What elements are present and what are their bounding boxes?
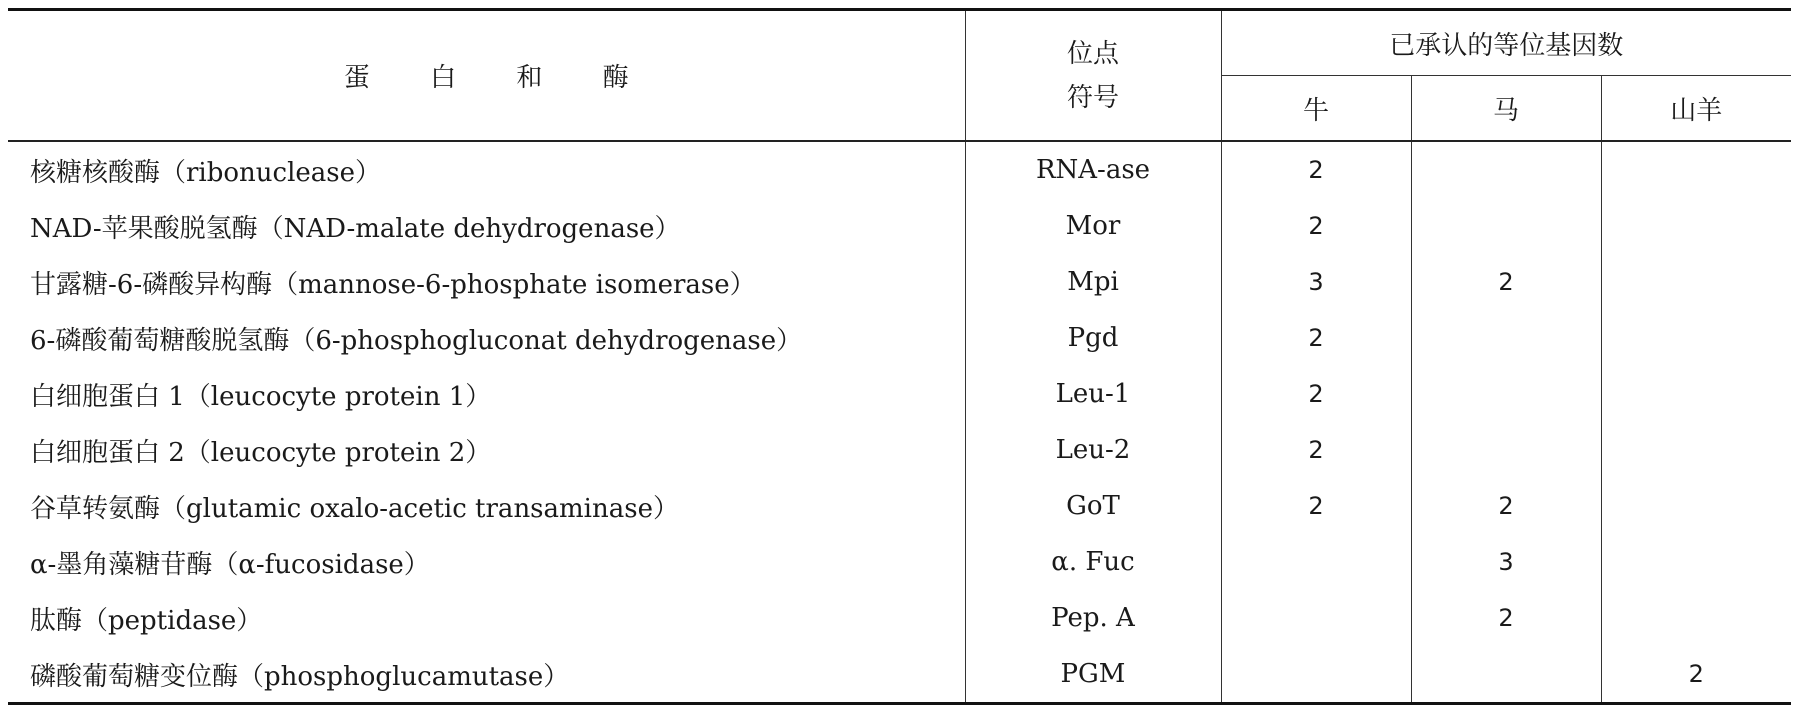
table-row: [8, 310, 1791, 366]
cell-allele-count-horse: [1411, 422, 1601, 478]
header-locus-line1: 位点: [1066, 38, 1119, 69]
cell-allele-count-horse: 2: [1411, 254, 1601, 310]
table-row: [8, 422, 1791, 478]
header-protein-enzyme-label: 蛋 白 和 酶: [343, 63, 655, 93]
cell-locus-symbol: α. Fuc: [965, 534, 1221, 590]
cell-allele-count-goat: [1601, 534, 1791, 590]
cell-protein-name: NAD-苹果酸脱氢酶（NAD-malate dehydrogenase）: [8, 198, 965, 254]
cell-locus-symbol: GoT: [965, 478, 1221, 534]
header-locus-line2: 符号: [1066, 82, 1119, 113]
header-species-goat: 山羊: [1601, 76, 1791, 142]
table-row: [8, 141, 1791, 198]
cell-allele-count-goat: 2: [1601, 646, 1791, 704]
cell-protein-name: α-墨角藻糖苷酶（α-fucosidase）: [8, 534, 965, 590]
cell-allele-count-cattle: 2: [1221, 198, 1411, 254]
cell-allele-count-horse: [1411, 366, 1601, 422]
table-row: [8, 646, 1791, 704]
cell-allele-count-horse: [1411, 198, 1601, 254]
cell-allele-count-horse: [1411, 141, 1601, 198]
table-row: [8, 366, 1791, 422]
cell-allele-count-cattle: 2: [1221, 366, 1411, 422]
cell-protein-name: 甘露糖-6-磷酸异构酶（mannose-6-phosphate isomerase）: [8, 254, 965, 310]
cell-allele-count-cattle: [1221, 590, 1411, 646]
cell-allele-count-goat: [1601, 366, 1791, 422]
cell-locus-symbol: Mor: [965, 198, 1221, 254]
cell-locus-symbol: Mpi: [965, 254, 1221, 310]
cell-locus-symbol: Leu-2: [965, 422, 1221, 478]
table-row: [8, 198, 1791, 254]
cell-allele-count-goat: [1601, 478, 1791, 534]
table-row: [8, 534, 1791, 590]
cell-locus-symbol: Pep. A: [965, 590, 1221, 646]
header-species-horse: 马: [1411, 76, 1601, 142]
header-protein-enzyme: [8, 10, 965, 142]
cell-allele-count-cattle: 3: [1221, 254, 1411, 310]
cell-locus-symbol: RNA-ase: [965, 141, 1221, 198]
cell-allele-count-goat: [1601, 310, 1791, 366]
cell-allele-count-cattle: 2: [1221, 310, 1411, 366]
cell-protein-name: 磷酸葡萄糖变位酶（phosphoglucamutase）: [8, 646, 965, 704]
cell-allele-count-horse: 2: [1411, 478, 1601, 534]
cell-allele-count-goat: [1601, 254, 1791, 310]
cell-allele-count-horse: 3: [1411, 534, 1601, 590]
cell-allele-count-horse: [1411, 310, 1601, 366]
table-row: [8, 478, 1791, 534]
cell-allele-count-goat: [1601, 198, 1791, 254]
cell-allele-count-goat: [1601, 422, 1791, 478]
cell-allele-count-cattle: 2: [1221, 141, 1411, 198]
cell-allele-count-cattle: 2: [1221, 478, 1411, 534]
table-row: [8, 254, 1791, 310]
header-species-cattle: 牛: [1221, 76, 1411, 142]
cell-locus-symbol: Leu-1: [965, 366, 1221, 422]
cell-allele-count-horse: 2: [1411, 590, 1601, 646]
cell-protein-name: 白细胞蛋白 2（leucocyte protein 2）: [8, 422, 965, 478]
cell-allele-count-horse: [1411, 646, 1601, 704]
cell-locus-symbol: Pgd: [965, 310, 1221, 366]
cell-allele-count-cattle: [1221, 646, 1411, 704]
cell-allele-count-cattle: [1221, 534, 1411, 590]
cell-protein-name: 谷草转氨酶（glutamic oxalo-acetic transaminase）: [8, 478, 965, 534]
cell-allele-count-goat: [1601, 590, 1791, 646]
header-alleles-group: 已承认的等位基因数: [1221, 10, 1791, 76]
cell-locus-symbol: PGM: [965, 646, 1221, 704]
cell-protein-name: 白细胞蛋白 1（leucocyte protein 1）: [8, 366, 965, 422]
cell-allele-count-cattle: 2: [1221, 422, 1411, 478]
table-header: [8, 10, 1791, 142]
cell-protein-name: 肽酶（peptidase）: [8, 590, 965, 646]
table-row: [8, 590, 1791, 646]
header-locus-symbol: [965, 10, 1221, 142]
cell-allele-count-goat: [1601, 141, 1791, 198]
enzyme-allele-table: [8, 8, 1791, 705]
cell-protein-name: 6-磷酸葡萄糖酸脱氢酶（6-phosphogluconat dehydrogenase）: [8, 310, 965, 366]
cell-protein-name: 核糖核酸酶（ribonuclease）: [8, 141, 965, 198]
table-body: [8, 141, 1791, 704]
